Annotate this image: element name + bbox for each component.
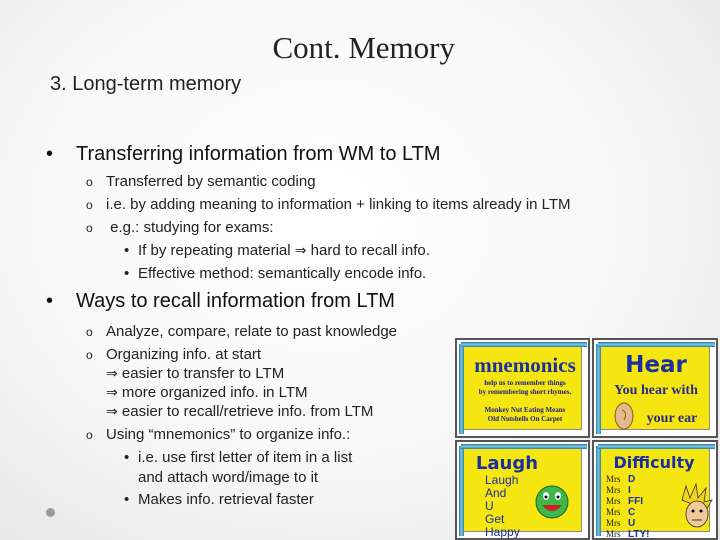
difficulty-card-title: Difficulty <box>613 453 695 472</box>
hear-card-line: your ear <box>646 411 698 426</box>
difficulty-row-letters: I <box>628 485 631 496</box>
mnemonics-card-line: by remembering short rhymes. <box>478 388 572 396</box>
difficulty-row-prefix: Mrs <box>606 496 621 506</box>
list-subitem: • i.e. use first letter of item in a list <box>124 449 353 466</box>
slide-marker-dot <box>46 508 55 517</box>
laugh-card-word: Get <box>485 512 505 526</box>
laugh-card-title: Laugh <box>475 453 539 474</box>
laugh-card-art <box>457 442 590 540</box>
difficulty-row-prefix: Mrs <box>606 518 621 528</box>
list-subitem: • Effective method: semantically encode info. <box>124 265 427 282</box>
arrow-line: ⇒ easier to transfer to LTM <box>106 365 285 382</box>
difficulty-row-letters: LTY! <box>628 529 650 540</box>
list-subitem: • Makes info. retrieval faster <box>124 491 314 508</box>
mnemonics-card-line: help us to remember things <box>484 379 566 387</box>
hear-card <box>592 338 718 438</box>
list-item: o Transferred by semantic coding <box>86 173 316 190</box>
hear-card-art <box>594 340 718 438</box>
laugh-card-word: Laugh <box>485 473 519 487</box>
list-subitem-continued: and attach word/image to it <box>138 469 319 486</box>
section-heading: 3. Long-term memory <box>50 73 242 95</box>
mnemonics-card-line: Monkey Nut Eating Means <box>484 406 566 414</box>
mnemonics-card-art <box>457 340 590 438</box>
bullet-transferring: • Transferring information from WM to LTM <box>46 143 441 165</box>
laughing-face-icon <box>536 486 568 518</box>
difficulty-card <box>592 440 718 540</box>
arrow-line: ⇒ more organized info. in LTM <box>106 384 308 401</box>
mnemonics-card-title: mnemonics <box>474 353 576 377</box>
difficulty-row-prefix: Mrs <box>606 474 621 484</box>
difficulty-row-prefix: Mrs <box>606 529 621 539</box>
list-subitem: • If by repeating material ⇒ hard to recall info. <box>124 242 430 259</box>
difficulty-row-letters: C <box>628 507 636 518</box>
list-item: o i.e. by adding meaning to information + linking to items already in LTM <box>86 196 571 213</box>
difficulty-row-letters: D <box>628 474 636 485</box>
laugh-card <box>455 440 590 540</box>
list-item: o Analyze, compare, relate to past knowledge <box>86 323 397 340</box>
arrow-line: ⇒ easier to recall/retrieve info. from LTM <box>106 403 374 420</box>
difficulty-row-prefix: Mrs <box>606 485 621 495</box>
difficulty-row-letters: U <box>628 518 636 529</box>
laugh-card-word: Happy <box>485 525 520 539</box>
difficulty-row-prefix: Mrs <box>606 507 621 517</box>
spiky-face-icon <box>682 484 712 527</box>
slide-title: Cont. Memory <box>272 30 455 65</box>
mnemonics-card-line: Old Nutshells On Carpet <box>487 415 563 423</box>
laugh-card-word: And <box>485 486 507 500</box>
list-item: o e.g.: studying for exams: <box>86 219 274 236</box>
mnemonics-card <box>455 338 590 438</box>
laugh-card-word: U <box>485 499 494 513</box>
difficulty-card-art <box>594 442 718 540</box>
difficulty-row-letters: FFI <box>628 496 643 507</box>
hear-card-line: You hear with <box>614 383 698 398</box>
ear-icon <box>615 403 633 429</box>
list-item: o Using “mnemonics” to organize info.: <box>86 426 351 443</box>
list-item: o Organizing info. at start <box>86 346 262 363</box>
bullet-ways-to-recall: • Ways to recall information from LTM <box>46 290 395 312</box>
hear-card-title: Hear <box>625 352 687 378</box>
